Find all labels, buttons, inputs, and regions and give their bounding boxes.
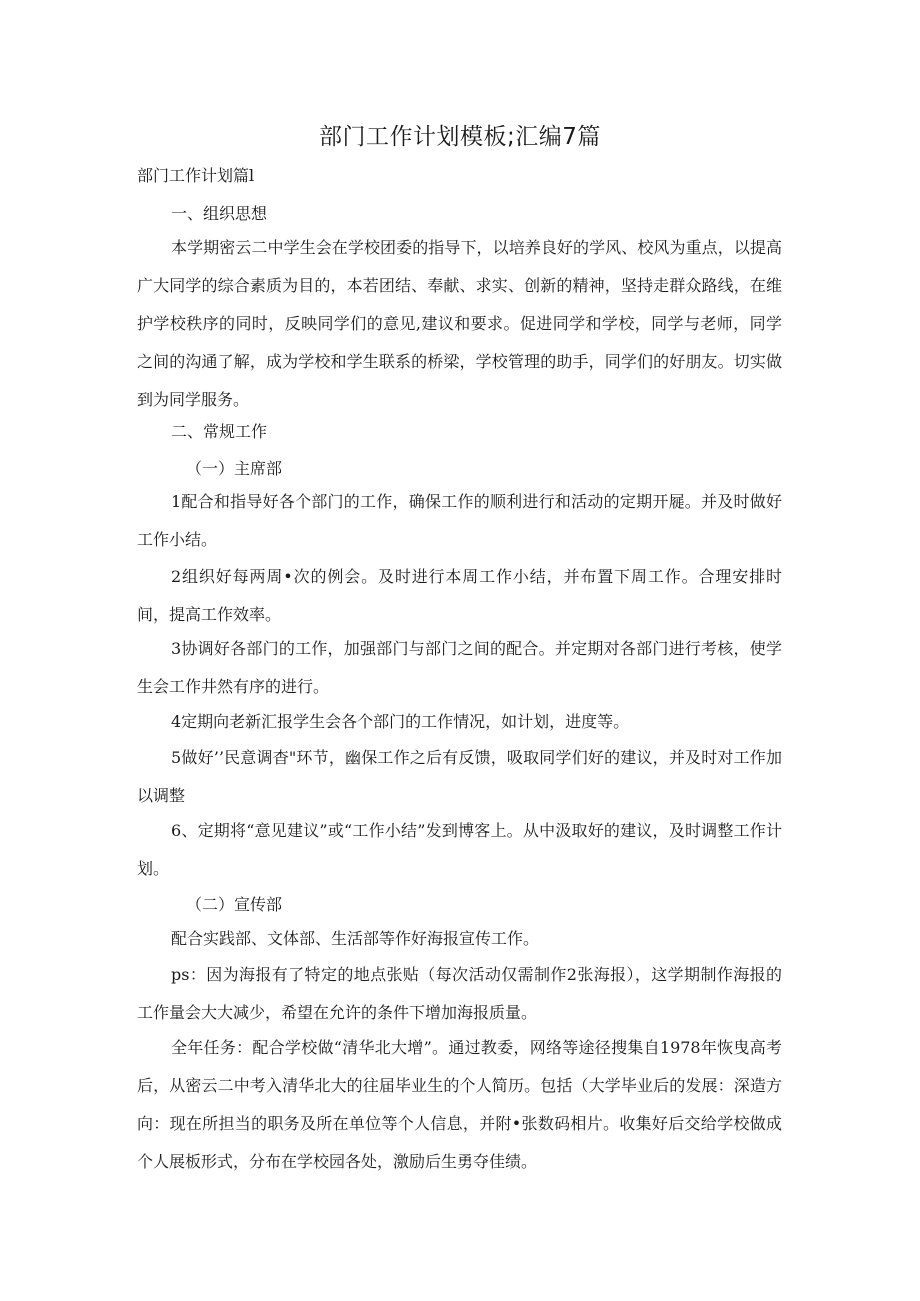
plan-header: 部门工作计划篇l	[137, 166, 255, 185]
document-title: 部门工作计划模板;汇编7篇	[319, 124, 601, 150]
list-item-chairman-1: 1配合和指导好各个部门的工作，确保工作的顺利进行和活动的定期开屣。并及时做好工作小结。	[137, 492, 782, 549]
list-item-chairman-4: 4定期向老新汇报学生会各个部门的工作情况，如计划，进度等。	[171, 712, 630, 731]
section-heading-routine-work: 二、常规工作	[171, 422, 268, 441]
list-item-chairman-6: 6、定期将“意见建议”或“工作小结”发到博客上。从中汲取好的建议，及时调整工作计划。	[137, 821, 782, 878]
list-item-chairman-5: 5做好’’民意调杳"环节，幽保工作之后有反馈，吸取同学们好的建议，并及时对工作加以调整	[137, 748, 782, 805]
list-item-publicity-3: 全年任务：配合学校做“清华北大增”。通过教委，网络等途径搜集自1978年恢曳高考后，从密云二中考入清华北大的往届毕业生的个人简历。包括（大学毕业后的发展：深造方向：现在所担当的职务及所在单位等个人信息，并附•张数码相片。收集好后交给学校做成个人展板形式，分布在学校园各处，激励后生勇夺佳绩。	[137, 1038, 782, 1171]
paragraph-organization: 本学期密云二中学生会在学校团委的指导下，以培养良好的学风、校风为重点，以提高广大同学的综合素质为目的，本若团结、奉献、求实、创新的精神，坚持走群众路线，在维护学校秩序的同时，反映同学们的意见,建议和要求。促进同学和学校，同学与老师，同学之间的沟通了解，成为学校和学生联系的桥梁，学校管理的助手，同学们的好朋友。切实做到为同学服务。	[137, 238, 782, 409]
sub-heading-publicity-dept: （二）宣传部	[186, 895, 283, 914]
list-item-publicity-1: 配合实践部、文体部、生活部等作好海报宣传工作。	[171, 929, 540, 948]
list-item-publicity-2: ps：因为海报有了特定的地点张贴（每次活动仅需制作2张海报），这学期制作海报的工作量会大大减少，希望在允许的条件下增加海报质量。	[137, 965, 782, 1022]
list-item-chairman-2: 2组织好每两周•次的例会。及时进行本周工作小结，并布置下周工作。合理安排时间，提高工作效率。	[137, 567, 782, 624]
sub-heading-chairman-dept: （一）主席部	[186, 459, 283, 478]
section-heading-organization: 一、组织思想	[171, 204, 268, 223]
list-item-chairman-3: 3协调好各部门的工作，加强部门与部门之间的配合。并定期对各部门进行考核，使学生会工作井然有序的进行。	[137, 639, 782, 696]
